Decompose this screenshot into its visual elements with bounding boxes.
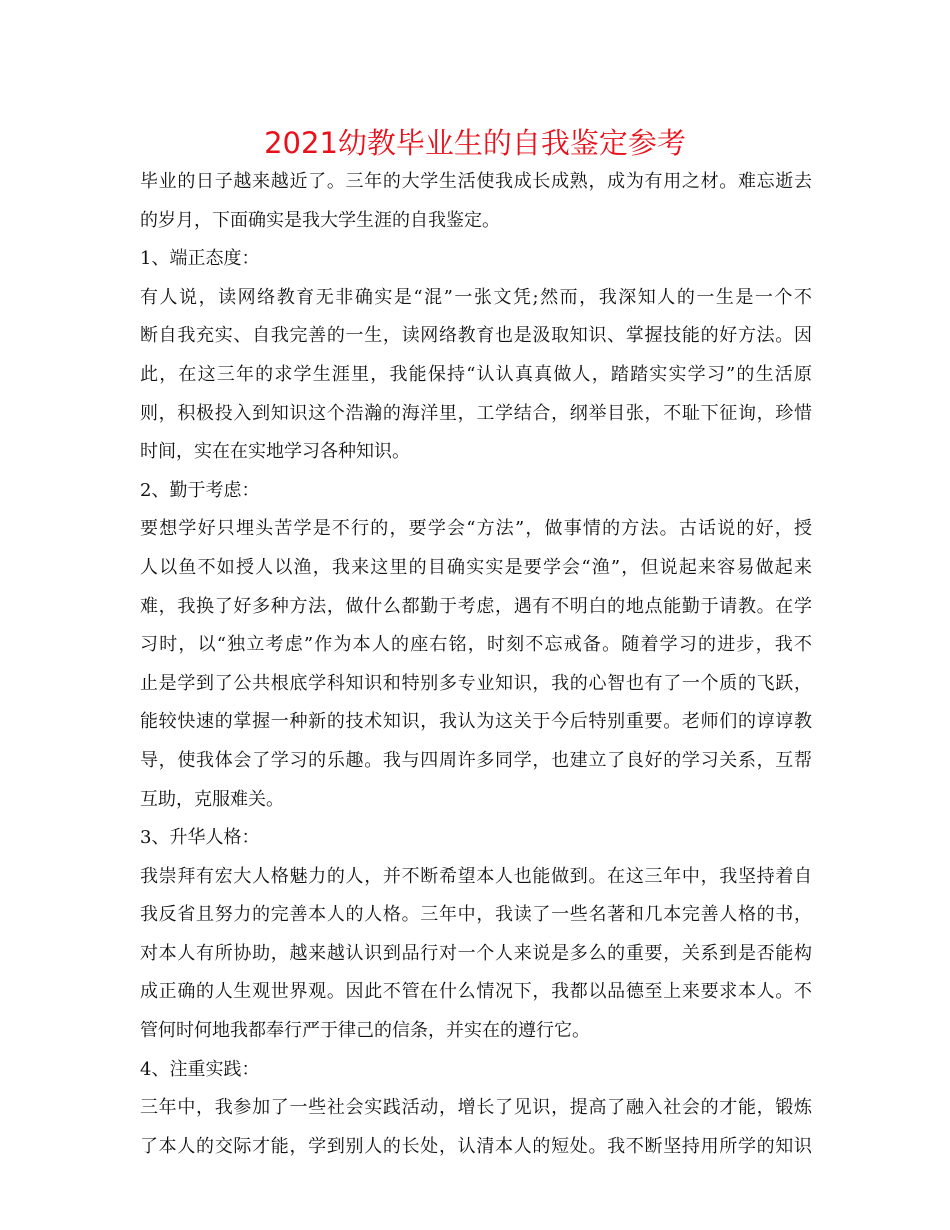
paragraph-line: 习时，以“独立考虑”作为本人的座右铭，时刻不忘戒备。随着学习的进步，我不 [140, 634, 812, 656]
paragraph-line: 了本人的交际才能，学到别人的长处，认清本人的短处。我不断坚持用所学的知识 [140, 1135, 812, 1157]
paragraph-line: 导，使我体会了学习的乐趣。我与四周许多同学，也建立了良好的学习关系，互帮 [140, 749, 812, 771]
document-body [140, 163, 812, 1166]
paragraph-line: 此，在这三年的求学生涯里，我能保持“认认真真做人，踏踏实实学习”的生活原 [140, 363, 812, 385]
paragraph-line: 成正确的人生观世界观。因此不管在什么情况下，我都以品德至上来要求本人。不 [140, 981, 812, 1003]
section-heading: 1、端正态度： [140, 248, 260, 270]
paragraph-line: 人以鱼不如授人以渔，我来这里的目确实实是要学会“渔”，但说起来容易做起来 [140, 556, 812, 578]
paragraph-line: 对本人有所协助，越来越认识到品行对一个人来说是多么的重要，关系到是否能构 [140, 942, 812, 964]
section-heading: 2、勤于考虑： [140, 479, 260, 501]
paragraph-line: 三年中，我参加了一些社会实践活动，增长了见识，提高了融入社会的才能，锻炼 [140, 1097, 812, 1119]
section-heading: 4、注重实践： [140, 1058, 260, 1080]
paragraph-line: 我崇拜有宏大人格魅力的人，并不断希望本人也能做到。在这三年中，我坚持着自 [140, 865, 812, 887]
paragraph-line: 管何时何地我都奉行严于律己的信条，并实在的遵行它。 [140, 1020, 590, 1042]
paragraph-line: 我反省且努力的完善本人的人格。三年中，我读了一些名著和几本完善人格的书， [140, 904, 812, 926]
paragraph-line: 互助，克服难关。 [140, 788, 284, 810]
section-heading: 3、升华人格： [140, 827, 260, 849]
paragraph-line: 则，积极投入到知识这个浩瀚的海洋里，工学结合，纲举目张，不耻下征询，珍惜 [140, 402, 812, 424]
paragraph-line: 能较快速的掌握一种新的技术知识，我认为这关于今后特别重要。老师们的谆谆教 [140, 711, 812, 733]
document-title: 2021幼教毕业生的自我鉴定参考 [264, 126, 686, 160]
paragraph-line: 毕业的日子越来越近了。三年的大学生活使我成长成熟，成为有用之材。难忘逝去 [140, 171, 812, 192]
paragraph-line: 时间，实在在实地学习各种知识。 [140, 441, 410, 463]
paragraph-line: 的岁月，下面确实是我大学生涯的自我鉴定。 [140, 209, 500, 231]
paragraph-line: 止是学到了公共根底学科知识和特别多专业知识，我的心智也有了一个质的飞跃， [140, 672, 812, 694]
paragraph-line: 要想学好只埋头苦学是不行的，要学会“方法”，做事情的方法。古话说的好，授 [140, 518, 812, 540]
paragraph-line: 有人说，读网络教育无非确实是“混”一张文凭;然而，我深知人的一生是一个不 [140, 286, 812, 308]
paragraph-line: 难，我换了好多种方法，做什么都勤于考虑，遇有不明白的地点能勤于请教。在学 [140, 595, 812, 617]
paragraph-line: 断自我充实、自我完善的一生，读网络教育也是汲取知识、掌握技能的好方法。因 [140, 325, 812, 347]
